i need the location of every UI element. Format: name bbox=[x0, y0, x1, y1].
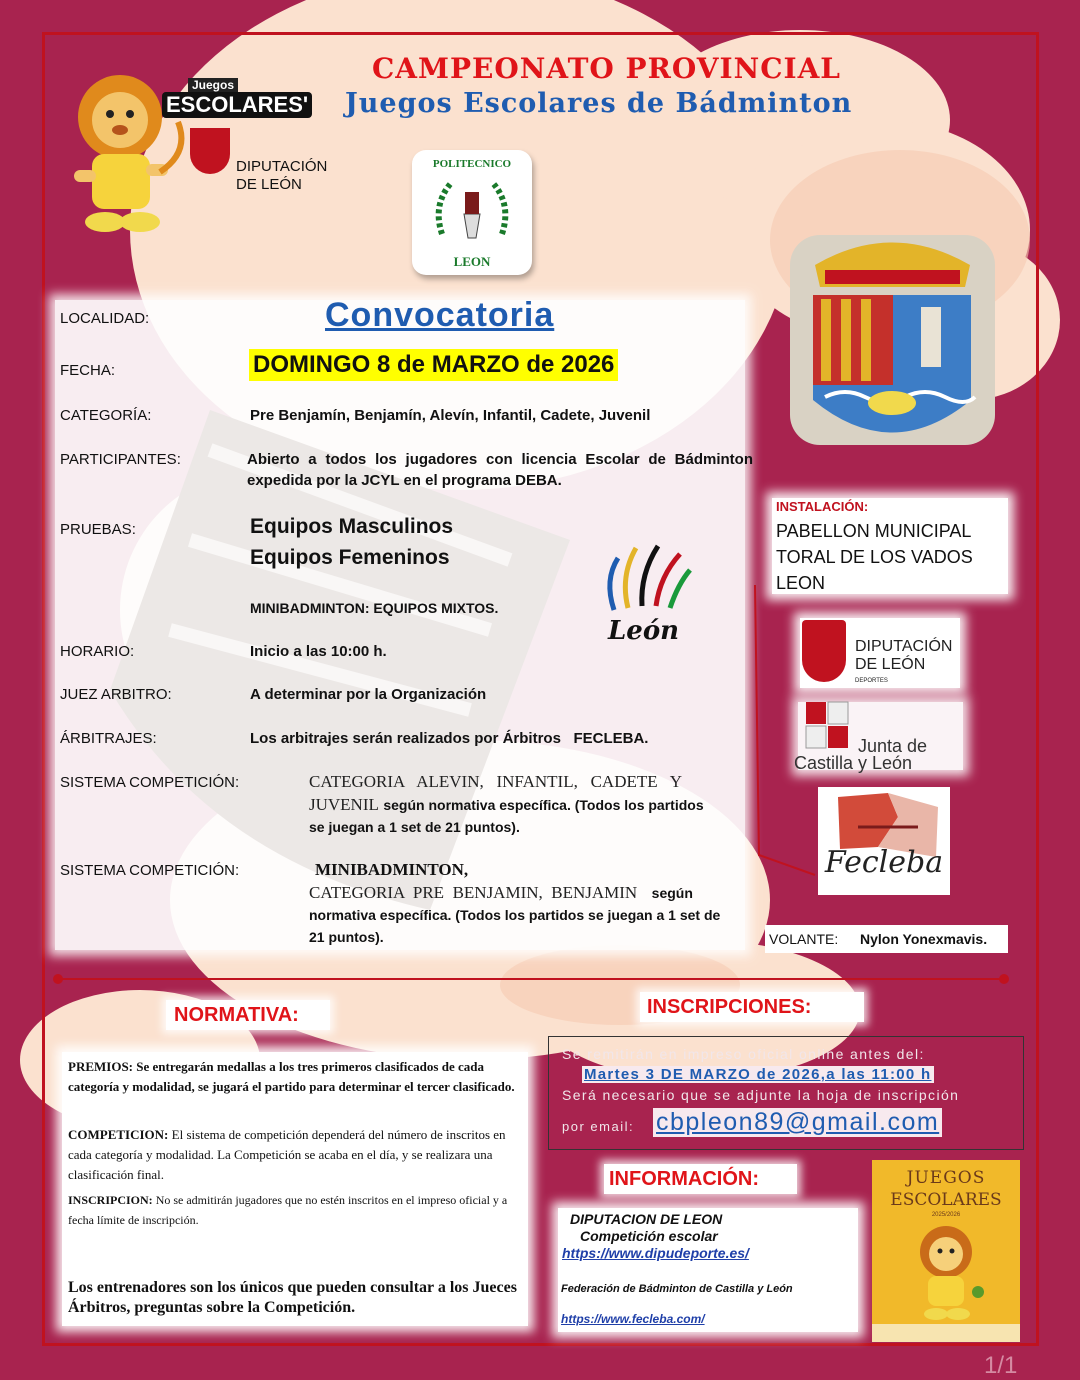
categoria-label: CATEGORÍA: bbox=[60, 407, 152, 424]
junta-line2: Castilla y León bbox=[794, 753, 913, 773]
instalacion-line1: PABELLON MUNICIPAL bbox=[776, 521, 972, 541]
convocatoria-heading: Convocatoria bbox=[325, 296, 555, 334]
localidad-label: LOCALIDAD: bbox=[60, 310, 150, 327]
sistema1-line2 bbox=[309, 795, 759, 815]
leon-brand-text: León bbox=[608, 616, 680, 646]
fecha-value: DOMINGO 8 de MARZO de 2026 bbox=[249, 349, 618, 381]
diputacion-shield-icon-2 bbox=[802, 620, 846, 682]
sistema2-line1: MINIBADMINTON, bbox=[315, 860, 469, 879]
instalacion-line2: TORAL DE LOS VADOS bbox=[776, 547, 973, 567]
leon-brand-logo bbox=[594, 540, 704, 650]
poster-line2: ESCOLARES bbox=[890, 1190, 1002, 1210]
page-number: 1/1 bbox=[984, 1352, 1018, 1379]
entrenadores-note: Los entrenadores son los únicos que pueden consultar a los Jueces Árbitros, preguntas sobre la Competición. bbox=[68, 1279, 517, 1316]
inscripcion-text: No se admitirán jugadores que no estén inscritos en el impreso oficial y a fecha límite de inscripción. bbox=[68, 1193, 508, 1227]
participantes-label: PARTICIPANTES: bbox=[60, 451, 181, 468]
laurel-wreath-icon bbox=[432, 174, 512, 246]
inscripciones-deadline: Martes 3 DE MARZO de 2026,a las 11:00 h bbox=[584, 1066, 932, 1083]
inscripciones-line3: Será necesario que se adjunte la hoja de inscripción bbox=[562, 1087, 960, 1103]
page-subtitle: Juegos Escolares de Bádminton bbox=[345, 88, 853, 119]
politecnico-bottom-text: LEON bbox=[453, 254, 491, 269]
competicion-block bbox=[68, 1125, 523, 1185]
politecnico-top-text: POLITECNICO bbox=[432, 158, 512, 170]
sistema2-categoria: CATEGORIA PRE BENJAMIN, BENJAMIN bbox=[309, 883, 638, 902]
instalacion-label: INSTALACIÓN: bbox=[776, 499, 869, 514]
sistema1-normativa: según normativa específica. (Todos los partidos bbox=[383, 797, 704, 813]
logo-diputacion-line1: DIPUTACIÓN bbox=[236, 158, 328, 175]
instalacion-line3: LEON bbox=[776, 573, 826, 593]
dip-deportes-line1: DIPUTACIÓN bbox=[855, 638, 953, 655]
pruebas-minibadminton: MINIBADMINTON: EQUIPOS MIXTOS. bbox=[250, 600, 499, 616]
fecleba-text: Fecleba bbox=[824, 845, 944, 880]
juez-value: A determinar por la Organización bbox=[250, 686, 487, 703]
inscripcion-block bbox=[68, 1190, 526, 1230]
inscripciones-title: INSCRIPCIONES: bbox=[647, 996, 812, 1018]
juez-label: JUEZ ARBITRO: bbox=[60, 686, 172, 703]
poster-line1: JUEGOS bbox=[906, 1168, 986, 1188]
email-label: por email: bbox=[562, 1119, 635, 1134]
inscripcion-label: INSCRIPCION: bbox=[68, 1193, 153, 1207]
sistema1-label: SISTEMA COMPETICIÓN: bbox=[60, 774, 240, 791]
pruebas-label: PRUEBAS: bbox=[60, 521, 136, 538]
sistema1-line3: se juegan a 1 set de 21 puntos). bbox=[309, 819, 520, 835]
sistema2-segun: según bbox=[651, 885, 693, 901]
coat-of-arms-icon bbox=[785, 225, 1000, 450]
poster-line3: 2025/2026 bbox=[931, 1212, 961, 1218]
dip-deportes-text bbox=[855, 638, 952, 688]
sistema1-juvenil: JUVENIL bbox=[309, 795, 379, 814]
volante-value: Nylon Yonexmavis. bbox=[860, 931, 988, 947]
info-comp: Competición escolar bbox=[580, 1228, 718, 1244]
junta-shield-icon bbox=[804, 700, 850, 750]
logo-juegos-small: Juegos bbox=[188, 78, 238, 92]
competicion-label: COMPETICION: bbox=[68, 1127, 169, 1142]
horario-value: Inicio a las 10:00 h. bbox=[250, 643, 387, 660]
sistema2-line4: 21 puntos). bbox=[309, 929, 384, 945]
toral-coat-of-arms bbox=[785, 225, 1000, 450]
poster-lion-icon bbox=[900, 1222, 992, 1322]
dip-deportes-line3: DEPORTES bbox=[855, 678, 888, 684]
participantes-line1: Abierto a todos los jugadores con licencia Escolar de Bádminton bbox=[247, 451, 753, 468]
logo-escolares-text: ESCOLARES' bbox=[162, 92, 312, 118]
diputacion-shield-icon bbox=[190, 128, 230, 174]
logo-diputacion bbox=[236, 158, 327, 194]
horario-label: HORARIO: bbox=[60, 643, 135, 660]
section-divider bbox=[52, 972, 1012, 986]
page-title: CAMPEONATO PROVINCIAL bbox=[372, 52, 841, 85]
arbitrajes-label: ÁRBITRAJES: bbox=[60, 730, 157, 747]
premios-block bbox=[68, 1057, 523, 1097]
fecleba-logo bbox=[818, 787, 950, 895]
premios-text: Se entregarán medallas a los tres primeros clasificados de cada categoría y modalidad, se jugará el partido para determinar el tercer clasificado. bbox=[68, 1059, 515, 1094]
juegos-escolares-logo bbox=[60, 72, 340, 242]
informacion-title: INFORMACIÓN: bbox=[609, 1168, 759, 1190]
email-link[interactable]: cbpleon89@gmail.com bbox=[653, 1108, 942, 1137]
info-dip: DIPUTACION DE LEON bbox=[570, 1211, 723, 1227]
sistema2-line2 bbox=[309, 883, 759, 903]
volante-label: VOLANTE: bbox=[769, 931, 839, 947]
normativa-title: NORMATIVA: bbox=[174, 1004, 299, 1026]
arbitrajes-value: Los arbitrajes serán realizados por Árbitros FECLEBA. bbox=[250, 730, 649, 747]
competicion-text: El sistema de competición dependerá del número de inscritos en cada categoría y modalidad. La Competición se acaba en el día, y se realizara una clasificación final. bbox=[68, 1127, 506, 1182]
info-dipudeporte-link[interactable]: https://www.dipudeporte.es/ bbox=[562, 1245, 749, 1261]
premios-label: PREMIOS: bbox=[68, 1059, 133, 1074]
inscripciones-line1: Se remitirán en impreso oficial online antes del: bbox=[562, 1046, 925, 1062]
sistema2-label: SISTEMA COMPETICIÓN: bbox=[60, 862, 240, 879]
info-fecleba-link[interactable]: https://www.fecleba.com/ bbox=[561, 1312, 705, 1326]
fecha-label: FECHA: bbox=[60, 362, 116, 379]
sistema2-line3: normativa específica. (Todos los partidos se juegan a 1 set de bbox=[309, 907, 721, 923]
pruebas-femeninos: Equipos Femeninos bbox=[250, 546, 450, 569]
poster-footer-strip bbox=[872, 1324, 1020, 1342]
info-fed: Federación de Bádminton de Castilla y León bbox=[561, 1283, 793, 1295]
participantes-line2: expedida por la JCYL en el programa DEBA. bbox=[247, 472, 562, 489]
logo-diputacion-line2: DE LEÓN bbox=[236, 176, 302, 193]
categoria-value: Pre Benjamín, Benjamín, Alevín, Infantil, Cadete, Juvenil bbox=[250, 407, 651, 424]
leon-stripes-icon bbox=[594, 540, 704, 620]
politecnico-badge bbox=[412, 150, 532, 275]
juegos-escolares-poster bbox=[872, 1160, 1020, 1342]
dip-deportes-line2: DE LEÓN bbox=[855, 656, 926, 673]
junta-line1: Junta de bbox=[858, 736, 928, 756]
pruebas-masculinos: Equipos Masculinos bbox=[250, 515, 454, 538]
sistema1-line1: CATEGORIA ALEVIN, INFANTIL, CADETE Y bbox=[309, 772, 683, 791]
